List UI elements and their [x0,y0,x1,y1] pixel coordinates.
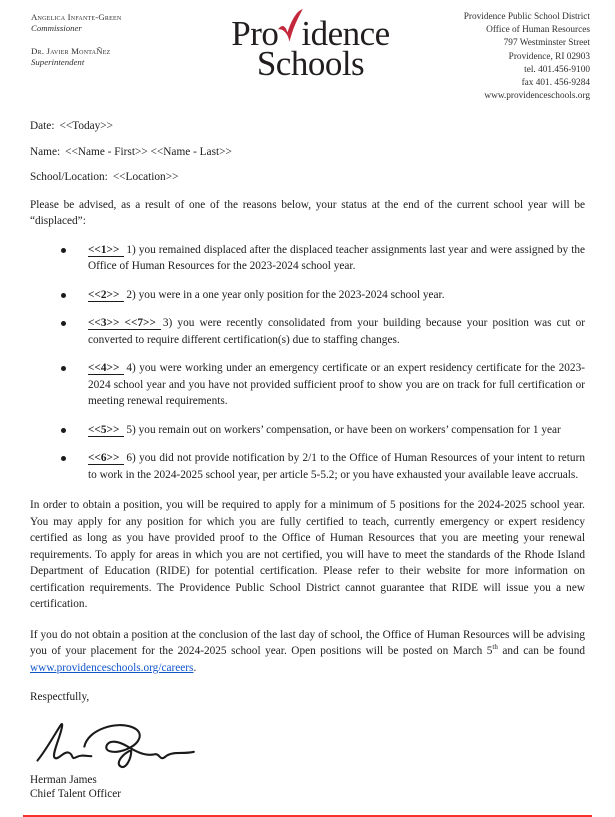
reason-text: 2) you were in a one year only position for the 2023-2024 school year. [126,288,445,301]
careers-link[interactable]: www.providenceschools.org/careers [30,661,194,674]
letter-meta [30,118,585,186]
ordinal-superscript: th [492,643,498,652]
date-label: Date: [30,120,55,132]
list-item [30,450,585,483]
handwritten-signature-icon [34,717,585,771]
letter-body [30,118,585,802]
city-state-zip: Providence, RI 02903 [508,51,590,62]
office-name: Office of Human Resources [486,25,590,36]
providence-schools-logo [203,9,418,83]
fax: fax 401. 456-9284 [521,78,590,89]
red-checkmark-icon [277,9,303,43]
signature-block [30,773,585,802]
merge-token: <<4>> [88,362,124,375]
district-website: www.providenceschools.org [484,91,590,102]
letterhead-officials [31,9,203,80]
location-line [30,169,585,186]
list-item [30,315,585,348]
reason-text: 1) you remained displaced after the displaced teacher assignments last year and were assigned by the Office of Human Resources for the 2023-2024 school year. [88,243,585,272]
placement-text-2: and can be found [497,645,585,657]
reason-text: 4) you were working under an emergency certificate or an expert residency certificate for the 2023-2024 school year and you have not provided sufficient proof to show you are on track for full certification or meeting renewal requirements. [88,362,585,407]
bullet-icon [61,293,66,298]
reason-text: 6) you did not provide notification by 2/1 to the Office of Human Resources of your intent to return to work in the 2024-2025 school year, per article 5-5.2; or you have exhausted your available leave accruals. [88,452,585,481]
signer-title: Chief Talent Officer [30,788,122,801]
bullet-icon [61,321,66,326]
placement-paragraph [30,627,585,677]
bullet-icon [61,456,66,461]
merge-token: <<5>> [88,424,124,437]
telephone: tel. 401.456-9100 [524,64,590,75]
list-item [30,242,585,275]
reason-text: 3) you were recently consolidated from your building because your position was cut or converted to require different certification(s) due to staffing changes. [88,317,585,346]
date-line [30,118,585,135]
signer-name: Herman James [30,773,97,786]
placement-text-1: If you do not obtain a position at the conclusion of the last day of school, the Office of Human Resources will be advising you of your placement for the 2024-2025 school year. Open positions will be posted on March 5 [30,628,585,657]
logo-word-schools: Schools [256,44,365,83]
merge-token: <<2>> [88,289,124,302]
name-line [30,144,585,161]
commissioner-title: Commissioner [31,22,82,33]
placement-text-3: . [193,661,197,674]
superintendent-name: Dr. Javier MontaÑez [31,46,111,56]
intro-paragraph: Please be advised, as a result of one of the reasons below, your status at the end of the current school year will be “displaced”: [30,198,585,227]
footer-red-rule [23,815,592,817]
merge-token: <<6>> [88,452,124,465]
letterhead [0,0,615,104]
location-label: School/Location: [30,171,108,183]
street-address: 797 Westminster Street [503,38,590,49]
district-name: Providence Public School District [463,12,590,22]
location-value: <<Location>> [112,171,179,183]
displacement-reasons-list [30,242,585,484]
logo-text-idence: idence [301,14,390,53]
list-item [30,422,585,439]
logo-text-pro: Pro [231,14,279,53]
bullet-icon [61,248,66,253]
apply-instructions-paragraph: In order to obtain a position, you will be required to apply for a minimum of 5 positions for the 2024-2025 school year. You may apply for any position for which you are fully certified to teach, currently emergency or expert residency certified as long as you have provided proof to the Office of Human Resources that you are meeting your renewal requirements. To apply for areas in which you are not certified, you will have to meet the standards of the Rhode Island Department of Education (RIDE) for potential certification. Please refer to their website for more information on certification requirements. The Providence Public School District cannot guarantee that RIDE will issue you a new certification. [30,499,585,610]
bullet-icon [61,428,66,433]
reason-text: 5) you remain out on workers’ compensation, or have been on workers’ compensation for 1 year [126,423,561,436]
commissioner-name: Angelica Infante-Green [31,12,122,22]
name-value: <<Name - First>> <<Name - Last>> [65,145,232,158]
date-value: <<Today>> [59,120,114,132]
name-label: Name: [30,145,61,158]
list-item [30,360,585,410]
list-item [30,287,585,304]
merge-token: <<3>> <<7>> [88,317,161,330]
merge-token: <<1>> [88,244,124,257]
superintendent-title: Superintendent [31,56,85,67]
closing-salutation: Respectfully, [30,691,90,703]
letterhead-address [418,9,590,103]
bullet-icon [61,366,66,371]
